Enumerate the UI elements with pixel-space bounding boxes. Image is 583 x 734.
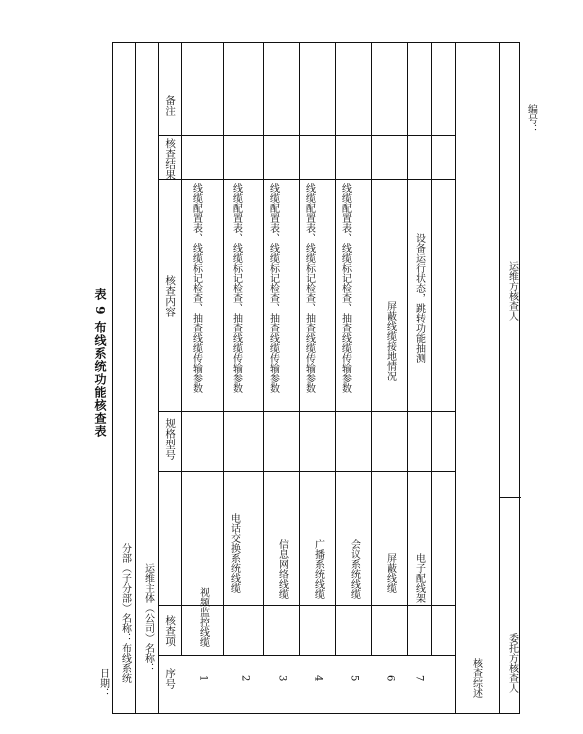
col-divider-note xyxy=(158,135,455,136)
col-divider-model xyxy=(158,471,455,472)
header-content: 核查内容 xyxy=(164,275,177,317)
ops-checker-label: 运维方核查人 xyxy=(506,261,518,321)
row-6-content: 屏蔽线缆接地情况 xyxy=(384,301,396,381)
header-no: 序号 xyxy=(164,668,177,689)
row-4-content: 线缆配置表、线缆标记检查、抽查线缆传输参数 xyxy=(303,183,315,393)
inspection-table xyxy=(112,42,520,714)
summary-label: 核查综述 xyxy=(470,658,482,698)
divider-summary xyxy=(455,43,456,713)
number-label: 编号： xyxy=(525,104,537,134)
row-6-item: 屏蔽线缆 xyxy=(384,553,396,593)
col-divider-no xyxy=(158,655,455,656)
subsection-label: 分部（子分部）名称：布线系统 xyxy=(119,543,131,683)
ops-owner-label: 运维主体（公司）名称： xyxy=(142,563,154,673)
row-7-item: 电子配线架 xyxy=(413,553,425,603)
row-7-no: 7 xyxy=(413,675,425,682)
document-title: 表 9 布线系统功能核查表 xyxy=(93,288,107,438)
divider-signatures xyxy=(499,43,500,713)
row-5-item: 会议系统线缆 xyxy=(348,539,360,599)
row-4-item: 广播系统线缆 xyxy=(312,539,324,599)
date-label: 日期： xyxy=(97,668,109,698)
divider-subsection xyxy=(135,43,136,713)
header-note: 备注 xyxy=(164,95,177,116)
row-5-no: 5 xyxy=(348,675,360,682)
header-result: 核查结果 xyxy=(164,138,177,180)
col-divider-content xyxy=(158,411,455,412)
row-2-no: 2 xyxy=(239,675,251,682)
row-1-content: 线缆配置表、线缆标记检查、抽查线缆传输参数 xyxy=(190,183,202,393)
row-2-item: 电话交换系统线缆 xyxy=(228,513,240,593)
row-1-no: 1 xyxy=(197,675,209,682)
signature-divider xyxy=(499,497,521,498)
divider-ops-owner xyxy=(158,43,159,713)
row-5-content: 线缆配置表、线缆标记检查、抽查线缆传输参数 xyxy=(339,183,351,393)
row-6-no: 6 xyxy=(384,675,396,682)
col-divider-result xyxy=(158,179,455,180)
client-checker-label: 委托方核查人 xyxy=(506,633,518,693)
row-3-content: 线缆配置表、线缆标记检查、抽查线缆传输参数 xyxy=(267,183,279,393)
row-1-item: 视频监控线缆 xyxy=(197,587,209,647)
row-2-content: 线缆配置表、线缆标记检查、抽查线缆传输参数 xyxy=(230,183,242,393)
header-model: 规格型号 xyxy=(164,418,177,460)
row-3-item: 信息网络线缆 xyxy=(276,539,288,599)
row-3-no: 3 xyxy=(276,675,288,682)
row-4-no: 4 xyxy=(312,675,324,682)
header-item: 核查项 xyxy=(164,615,177,647)
row-7-content: 设备运行状态，跳转功能抽测 xyxy=(413,233,425,363)
